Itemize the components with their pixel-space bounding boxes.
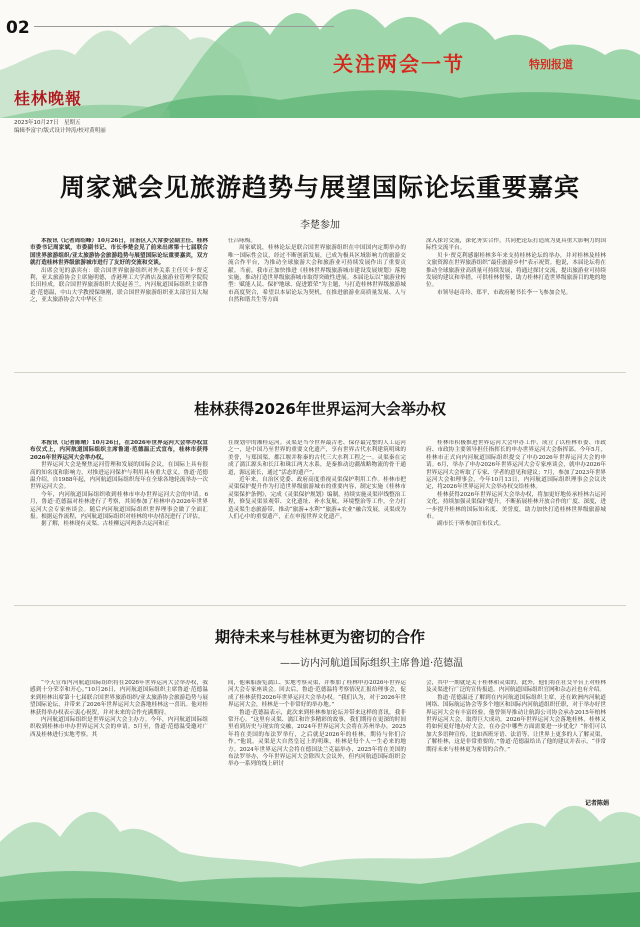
article2-column-2 [228,440,406,590]
article2-paragraph: 据了解，桂林现有灵渠、古桂柳运河两条古运河和正 [41,521,170,528]
column-title: 关注两会一节 [333,52,465,76]
article2-paragraph: 在规划中的湘桂运河。灵渠是当今世界最古老、保存最完整的人工运河之一，是中国乃至世界的重要文化遗产，享有世界古代水利建筑明珠的美誉，与郑国渠、都江堰并称秦的古代三大水利工程之一。灵渠秦在完成了漓江源头和长江和珠江两大水系，是秦推动边疆战略物流的骨干通道，源远流长，通过“活态的遗产”。 [228,440,406,476]
article3-subheadline: ——访内河航道国际组织主席鲁道·范德温 [280,658,464,669]
article1-column-2 [228,238,406,350]
article3-paragraph: “今天宣布内河航道国际组织将在2026年世界运河大会举办权，我感到十分荣幸和开心。”10月26日，内河航道国际组织主席鲁道·范德温来到桂林出席第十七届联合国世界旅游组织/亚太旅游协会旅游趋势与展望国际论坛，并带来了2026年世界运河大会落地桂林这一喜讯。他对桂林获得举办权表示衷心祝贺，并对未来的合作充满期待。 [30,680,208,716]
article1-paragraph: 出席会见的嘉宾有：联合国世界旅游组织对外关系主任贝卡·贾克利，亚太旅游协会主席施明德，香港理工大学酒店及旅游业管理学院院长田桂成，联合国世界旅游组织大使赵善兰，内河航道国际组织主席鲁道·范德温，中山大学教授保继刚，联合国世界旅游组织亚太部官员大堀之，亚太旅游协会大中华区主 [30,267,208,304]
article2-paragraph: 副市长于昕参加宣布仪式。 [437,521,505,528]
article2-column-1 [30,440,208,590]
article3-paragraph: 鲁道·范德温还了解到在内河航道国际组织主席，还在欧洲内河航道网络、国际航运协会等多个地区和国际内河航道组织任职，对于举办好世界运河大会有丰富经验，他曾领导推动让航海公司协会承办2015年柏林世界运河大会，取得巨大成功。2026年世界运河大会落地桂林，桂林又将如何更好地办好大会，在办会中哪些方面需要进一步优化？“你们可以加大多语种宣传，比如西班牙语、法语等，让世界上更多的人了解灵渠，了解桂林，这是非常重要的。”鲁道·范德温给出了他的建议并表示，“非常期待未来与桂林更为密切的合作。” [426,694,606,753]
page-number: 02 [6,18,30,38]
article3-paragraph: 间，他乘船游览漓江、实地考察灵渠，并参加了桂林申办2026年世界运河大会专家座谈会。回去后，鲁道·范德温将考察情况汇报给理事会，促成了桂林获得2026年世界运河大会举办权。“我们认为，对于2026年世界运河大会，桂林是一个非常好的举办地。” [228,680,406,709]
article2-paragraph: 桂林市积极推进世界运河大会申办工作，成立了以桂林市委、市政府、市政协主要领导担任指挥长的申办世界运河大会指挥部。今年5月，桂林市正式向内河航道国际组织提交了申办2026年世界运河大会的申请。6月，举办了申办2026年世界运河大会专家座谈会，就申办2026年世界运河大会听取了专家、学者的意见和建议；7月，参加了2023年世界运河大会和理事会，今年10月13日，内河航道国际组织理事会会议决定，将2026年世界运河大会举办权交给桂林。 [426,440,606,491]
article3-paragraph: 会，其中一期就是关于桂林和灵渠的。此外，他们将在社交平台上对桂林及灵渠进行广泛的宣传报道，内河航道国际组织官网和杂志社也有介绍。 [426,680,606,694]
section-divider [14,372,626,373]
article1-paragraph: 本报讯（记者周绍峰）10月26日，自治区人大常委会副主任、桂林市委书记周家斌，市委副书记、市长李楚会见了前来出席第十七届联合国世界旅游组织/亚太旅游协会旅游趋势与展望国际论坛重要嘉宾，双方就打造桂林世界级旅游城市进行了友好的交流和交谈。 [30,238,208,267]
article3-paragraph: 鲁道·范德温表示，此次来到桂林参加论坛并带来这样的喜讯，我非常开心。“这里有灵渠、漓江和许多精彩的故事，我们期待在更深的时间里看到历史与现实的交融，2024年世界运河大会将在苏州举办，2025年将在美国的布法罗举行，之后就是2026年的桂林，期待与你们合作。”他说。灵渠是大自然皇冠上的明珠，桂林是每个人一生必来的地方。2024年世界运河大会将在德国法兰克福举办，2025年将在美国的布法罗举办，今年世界运河大会除四大会议外，但内河航道国际组织会举办一系列的线上研讨 [228,709,406,768]
issue-date: 2023年10月27日 星期五 [14,120,81,126]
article2-paragraph: 今年，内河航道国际组织收到桂林市申办世界运河大会的申请。6月，鲁道·范德温对桂林进行了考察，其间参加了桂林申办2026年世界运河大会专家座谈会。随后内河航道国际组织世界理事会做了全面汇报。根据运作流程，内河航道国际组织对桂林的申办情况进行了评估。 [30,491,208,521]
editor-credits: 编辑李富宇/版式设计钟涛/校对黄明丽 [14,128,106,134]
article1-headline: 周家斌会见旅游趋势与展望国际论坛重要嘉宾 [59,173,580,202]
article3-reporter: 记者陈娟 [585,800,610,807]
article1-column-1 [30,238,208,350]
article3-column-3 [426,680,606,798]
article2-paragraph: 本报讯（记者陈晴）10月26日，在2026年世界运河大会举办权宣布仪式上，内河航道国际组织主席鲁道·范德温正式宣布，桂林市获得2026年世界运河大会举办权。 [30,440,208,461]
article3-column-2 [228,680,406,810]
article1-paragraph: 深入探讨交流，深化务实合作，共同把论坛打造成为更具重大影响力的国际性交流平台。 [426,238,606,252]
article1-paragraph: 任吕咏梅。 [228,238,256,244]
newspaper-masthead: 桂林晚報 [14,89,83,108]
article2-paragraph: 近年来，自治区党委、政府高度重视灵渠保护利用工作。桂林市把灵渠保护提升作为打造世界级旅游城市的重要内容，制定实施《桂林市灵渠保护条例》，完成《灵渠保护规划》编制。持续实施灵渠岸线整治工程，修复灵渠景观带、文化遗址、补水复航，环境整治等工作，全力打造灵渠生态旅游带，推动“旅游+水利”“旅游+农业”融合发展，灵渠成为人们心中的重要遗产，正在申报世界文化遗产。 [228,477,406,521]
article2-headline: 桂林获得2026年世界运河大会举办权 [194,400,446,418]
article2-paragraph: 世界运河大会是聚焦运河管理和发展的国际会议，在国际上具有很高的知名度和影响力，对推进运河保护与利用具有重大意义。鲁道·范德温介绍，自1988年起，内河航道国际组织每年在全球各地轮流举办一次世界运河大会。 [30,462,208,491]
column-subtitle: 特别报道 [529,58,573,71]
article3-paragraph: 内河航道国际组织是世界运河大会主办方。今年，内河航道国际组织收到桂林市申办世界运河大会的申请。5月至，鲁道·范德温受邀对广西及桂林进行实地考察。其 [30,717,208,738]
article1-byline: 李楚参加 [300,220,340,231]
page-number-rule [34,26,334,27]
article3-column-1 [30,680,208,810]
article1-column-3 [426,238,606,350]
article1-paragraph: 周家斌说，桂林论坛是联合国世界旅游组织在中国国内定期举办的唯一国际性会议，经过不断创新发展，已成为极具区域影响力的旅游交流合作平台，为推动全球旅游大会和旅游业可持续发展作出了重要贡献。当前，我市正加快推进《桂林世界级旅游城市建设发展规划》落地实施，推动打造世界级旅游城市取得突破性进展。本届论坛以“旅游业转型：赋能人民、保护地球、促进繁荣”为主题，与打造桂林世界级旅游城市高度契合，希望以本届论坛为契机，在推进旅游业高质量发展、人与自然和谐共生等方面 [228,245,406,304]
article1-paragraph: 贝卡·贾克利感谢桂林多年来支持桂林论坛的举办，并对桂林及桂林文旅资源在世界旅游组织“最佳旅游乡村”表示祝贺。他说，本届论坛将在推动全球旅游业高质量可持续发展，将通过探讨交流，提出旅游业可持续发展的建议和举措，可供桂林借鉴，助力桂林打造世界级旅游目的地的地位。 [426,252,606,289]
article1-paragraph: 市领导赵奇玲、郑平，市政府秘书长李一飞参加会见。 [437,289,572,296]
article2-column-3 [426,440,606,590]
section-divider [14,605,626,606]
article3-headline: 期待未来与桂林更为密切的合作 [214,628,425,646]
article2-paragraph: 桂林获得2026年世界运河大会举办权，将加更好地传承桂林古运河文化，持续加强灵渠保护提升，不断拓展桂林开放合作的广度、深度，进一步提升桂林的国际知名度、美誉度，助力加快打造桂林世界级旅游城市。 [426,491,606,521]
